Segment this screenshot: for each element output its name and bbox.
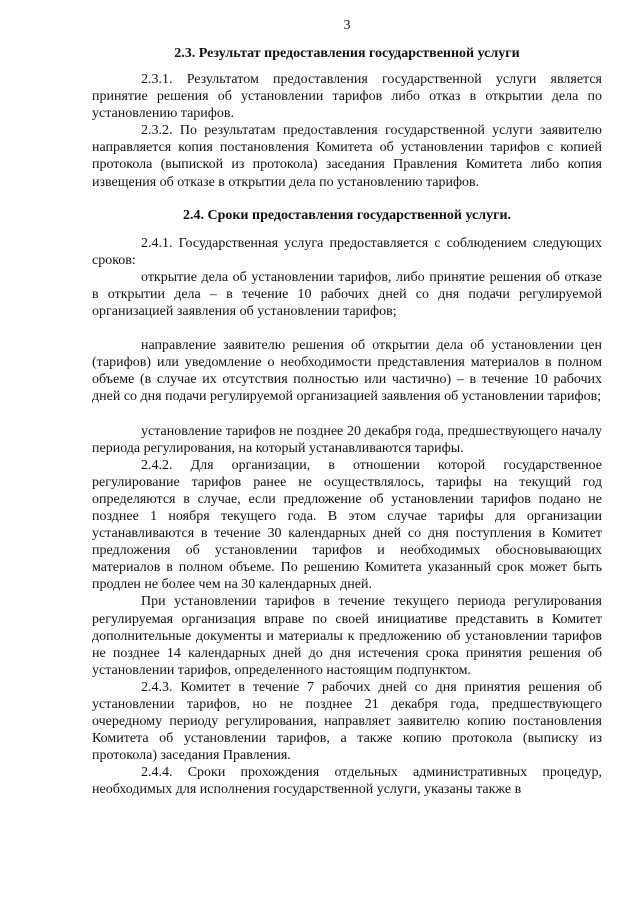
paragraph-2-3-2: 2.3.2. По результатам предоставления государственной услуги заявителю направляется копия постановления Комитета об установлении тарифов с копией протокола (выпиской из протокола) заседания Правления Комитета либо копия извещения об отказе в открытии дела по установлению тарифов. bbox=[92, 123, 602, 190]
section-heading-2-4: 2.4. Сроки предоставления государственной услуги. bbox=[182, 207, 512, 223]
paragraph-deadline-notification: направление заявителю решения об открытии дела об установлении цен (тарифов) или уведомление о необходимости представления материалов в полном объеме (в случае их отсутствия полностью или частично) – в течение 10 рабочих дней со дня подачи регулируемой организацией заявления об установлении тарифов; bbox=[92, 338, 602, 405]
paragraph-2-3-1: 2.3.1. Результатом предоставления государственной услуги является принятие решения об установлении тарифов либо отказ в открытии дела по установлению тарифов. bbox=[92, 72, 602, 122]
paragraph-2-4-3: 2.4.3. Комитет в течение 7 рабочих дней со дня принятия решения об установлении тарифов, но не позднее 21 декабря года, предшествующего очередному периоду регулирования, направляет заявителю копию постановления Комитета об установлении тарифов, а также копию протокола (выписку из протокола) заседания Правления. bbox=[92, 679, 602, 764]
paragraph-2-4-4: 2.4.4. Сроки прохождения отдельных административных процедур, необходимых для исполнения государственной услуги, указаны также в bbox=[92, 765, 602, 798]
paragraph-additional-documents: При установлении тарифов в течение текущего периода регулирования регулируемая организация вправе по своей инициативе представить в Комитет дополнительные документы и материалы к предложению об установлении тарифов не позднее 14 календарных дней до дня истечения срока принятия решения об установлении тарифов, определенного настоящим подпунктом. bbox=[92, 594, 602, 678]
paragraph-2-4-1: 2.4.1. Государственная услуга предоставляется с соблюдением следующих сроков: bbox=[92, 235, 602, 268]
paragraph-deadline-setting: установление тарифов не позднее 20 декабря года, предшествующего началу периода регулирования, на который устанавливаются тарифы. bbox=[92, 423, 602, 456]
paragraph-2-4-2: 2.4.2. Для организации, в отношении которой государственное регулирование тарифов ранее не осуществлялось, тарифы на текущий год определяются в случае, если предложение об установлении тарифов подано не позднее 1 ноября текущего года. В этом случае тарифы для организации устанавливаются в течение 30 календарных дней со дня поступления в Комитет предложения об установлении тарифов и необходимых обосновывающих материалов в полном объеме. По решению Комитета указанный срок может быть продлен не более чем на 30 календарных дней. bbox=[92, 457, 602, 593]
section-heading-2-3: 2.3. Результат предоставления государственной услуги bbox=[174, 46, 520, 61]
paragraph-deadline-opening: открытие дела об установлении тарифов, либо принятие решения об отказе в открытии дела – в течение 10 рабочих дней со дня подачи регулируемой организацией заявления об установлении тарифов; bbox=[92, 269, 602, 320]
page-number: 3 bbox=[343, 18, 351, 33]
